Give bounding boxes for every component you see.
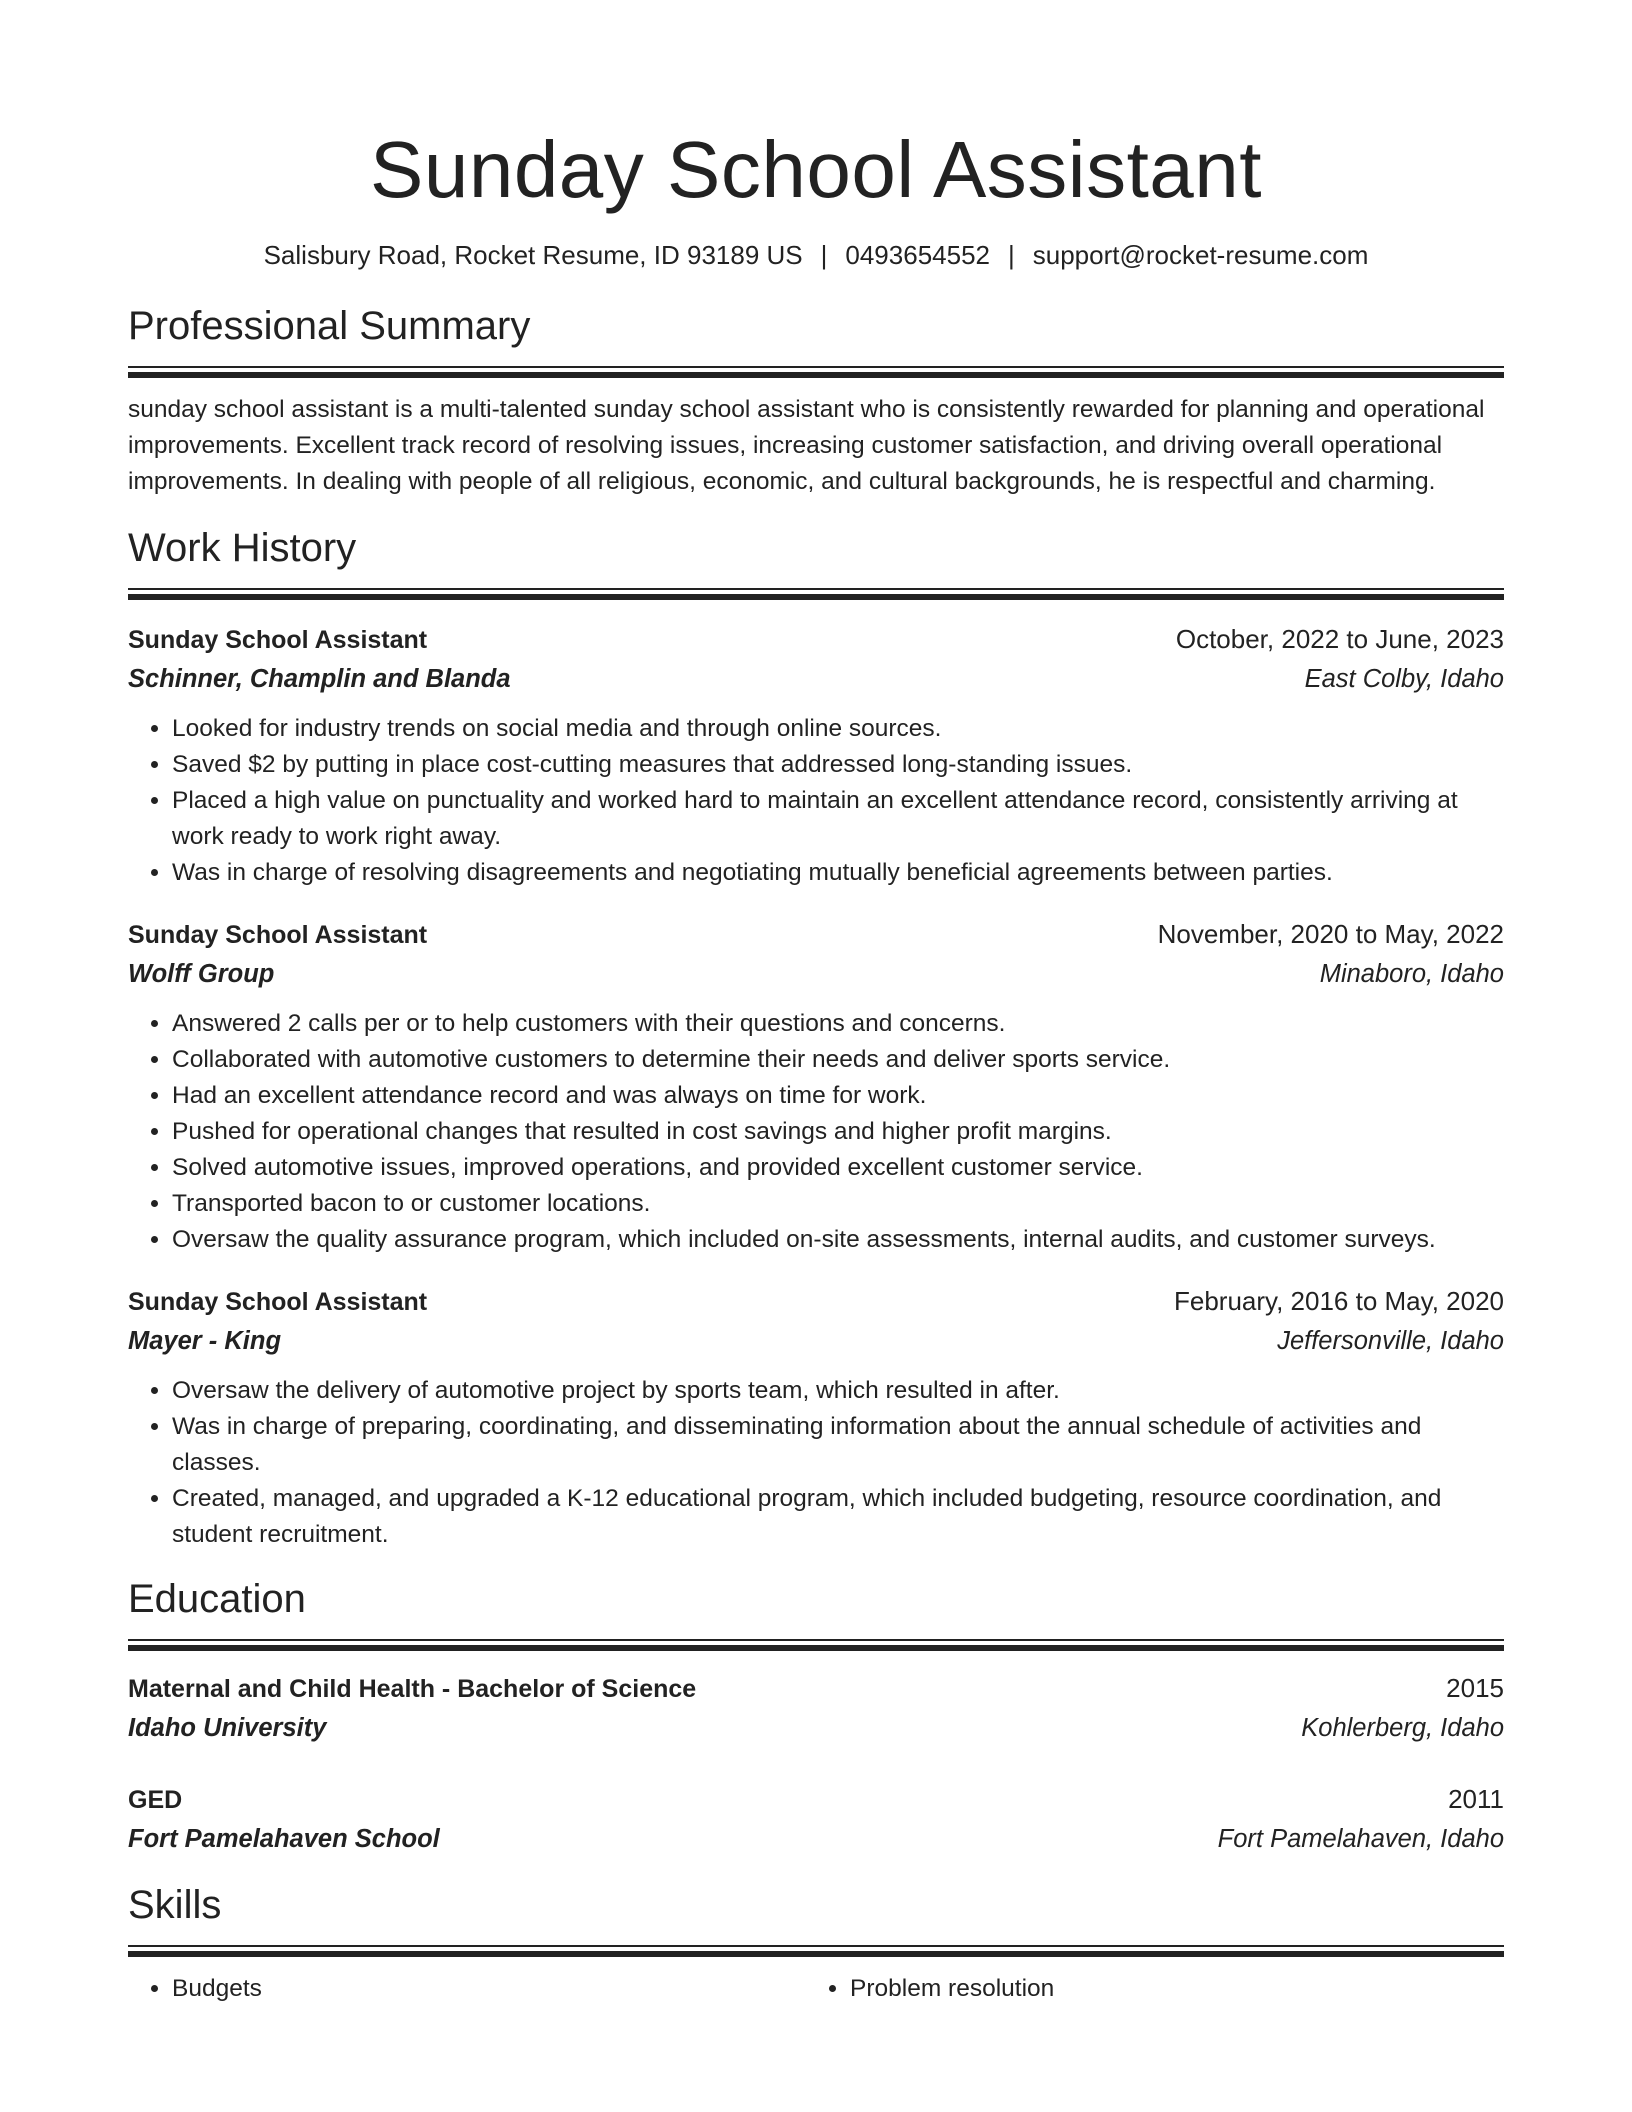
job-title: Sunday School Assistant <box>128 921 428 949</box>
job-title: Sunday School Assistant <box>128 626 428 654</box>
job-location: East Colby, Idaho <box>1304 665 1504 693</box>
education-degree: GED <box>128 1786 183 1814</box>
section-title-skills: Skills <box>128 1883 222 1927</box>
list-item: • Had an excellent attendance record and was always on time for work. <box>172 1078 1504 1114</box>
job-company: Wolff Group <box>128 960 275 988</box>
contact-address: Salisbury Road, Rocket Resume, ID 93189 US <box>263 240 803 270</box>
job-company: Mayer - King <box>128 1327 282 1355</box>
list-item: • Created, managed, and upgraded a K-12 educational program, which included budgeting, resource coordination, and student recruitment. <box>172 1481 1504 1553</box>
summary-text: sunday school assistant is a multi-talented sunday school assistant who is consistently rewarded for planning and operational improvements. Excellent track record of resolving issues, increasing customer satisfaction, and driving overall operational improvements. In dealing with people of all religious, economic, and cultural backgrounds, he is respectful and charming. <box>128 396 1485 495</box>
job-title: Sunday School Assistant <box>128 1288 428 1316</box>
list-item: • Was in charge of resolving disagreements and negotiating mutually beneficial agreements between parties. <box>172 855 1504 891</box>
job-company: Schinner, Champlin and Blanda <box>128 665 511 693</box>
section-divider <box>128 366 1504 378</box>
list-item: • Pushed for operational changes that resulted in cost savings and higher profit margins. <box>172 1114 1504 1150</box>
list-item: • Placed a high value on punctuality and worked hard to maintain an excellent attendance record, consistently arriving at work ready to work right away. <box>172 783 1504 855</box>
job-entry <box>128 620 1504 891</box>
section-title-summary: Professional Summary <box>128 304 531 348</box>
list-item: • Transported bacon to or customer locations. <box>172 1186 1504 1222</box>
education-year: 2015 <box>1446 1673 1504 1703</box>
education-entry <box>128 1780 1504 1859</box>
list-item: • Was in charge of preparing, coordinating, and disseminating information about the annual schedule of activities and classes. <box>172 1409 1504 1481</box>
education-year: 2011 <box>1448 1784 1504 1814</box>
job-entry <box>128 915 1504 1258</box>
job-dates: February, 2016 to May, 2020 <box>1173 1286 1504 1316</box>
list-item: • Oversaw the quality assurance program, which included on-site assessments, internal audits, and customer surveys. <box>172 1222 1504 1258</box>
list-item: • Collaborated with automotive customers to determine their needs and deliver sports service. <box>172 1042 1504 1078</box>
education-location: Kohlerberg, Idaho <box>1301 1714 1504 1742</box>
list-item: • Looked for industry trends on social media and through online sources. <box>172 711 1504 747</box>
job-bullets <box>128 711 1504 891</box>
skills-right-column <box>806 1971 1484 2007</box>
job-location: Jeffersonville, Idaho <box>1277 1327 1504 1355</box>
section-divider <box>128 1639 1504 1651</box>
resume-page <box>128 0 1504 2007</box>
job-location: Minaboro, Idaho <box>1319 960 1504 988</box>
job-bullets <box>128 1373 1504 1553</box>
contact-separator: | <box>820 240 828 270</box>
section-title-education: Education <box>128 1577 306 1621</box>
resume-name: Sunday School Assistant <box>369 125 1263 214</box>
education-section <box>128 1575 1504 1859</box>
skills-columns <box>128 1971 1504 2007</box>
education-location: Fort Pamelahaven, Idaho <box>1217 1825 1504 1853</box>
section-divider <box>128 1945 1504 1957</box>
contact-email: support@rocket-resume.com <box>1032 240 1369 270</box>
education-entry <box>128 1669 1504 1748</box>
education-degree: Maternal and Child Health - Bachelor of Science <box>128 1675 697 1703</box>
list-item: • Solved automotive issues, improved operations, and provided excellent customer service. <box>172 1150 1504 1186</box>
contact-line <box>128 238 1504 272</box>
list-item: • Oversaw the delivery of automotive project by sports team, which resulted in after. <box>172 1373 1504 1409</box>
section-divider <box>128 588 1504 600</box>
skills-section <box>128 1881 1504 2007</box>
list-item: • Budgets <box>172 1971 806 2007</box>
section-title-work: Work History <box>128 526 357 570</box>
work-section <box>128 524 1504 1553</box>
education-school: Fort Pamelahaven School <box>128 1825 440 1853</box>
job-entry <box>128 1282 1504 1553</box>
education-school: Idaho University <box>128 1714 327 1742</box>
contact-separator: | <box>1008 240 1015 270</box>
list-item: • Saved $2 by putting in place cost-cutting measures that addressed long-standing issues. <box>172 747 1504 783</box>
job-bullets <box>128 1006 1504 1258</box>
job-dates: October, 2022 to June, 2023 <box>1175 624 1504 654</box>
contact-phone: 0493654552 <box>845 240 990 270</box>
job-dates: November, 2020 to May, 2022 <box>1157 919 1504 949</box>
list-item: • Problem resolution <box>850 1971 1484 2007</box>
summary-section <box>128 302 1504 500</box>
skills-left-column <box>128 1971 806 2007</box>
list-item: • Answered 2 calls per or to help customers with their questions and concerns. <box>172 1006 1504 1042</box>
